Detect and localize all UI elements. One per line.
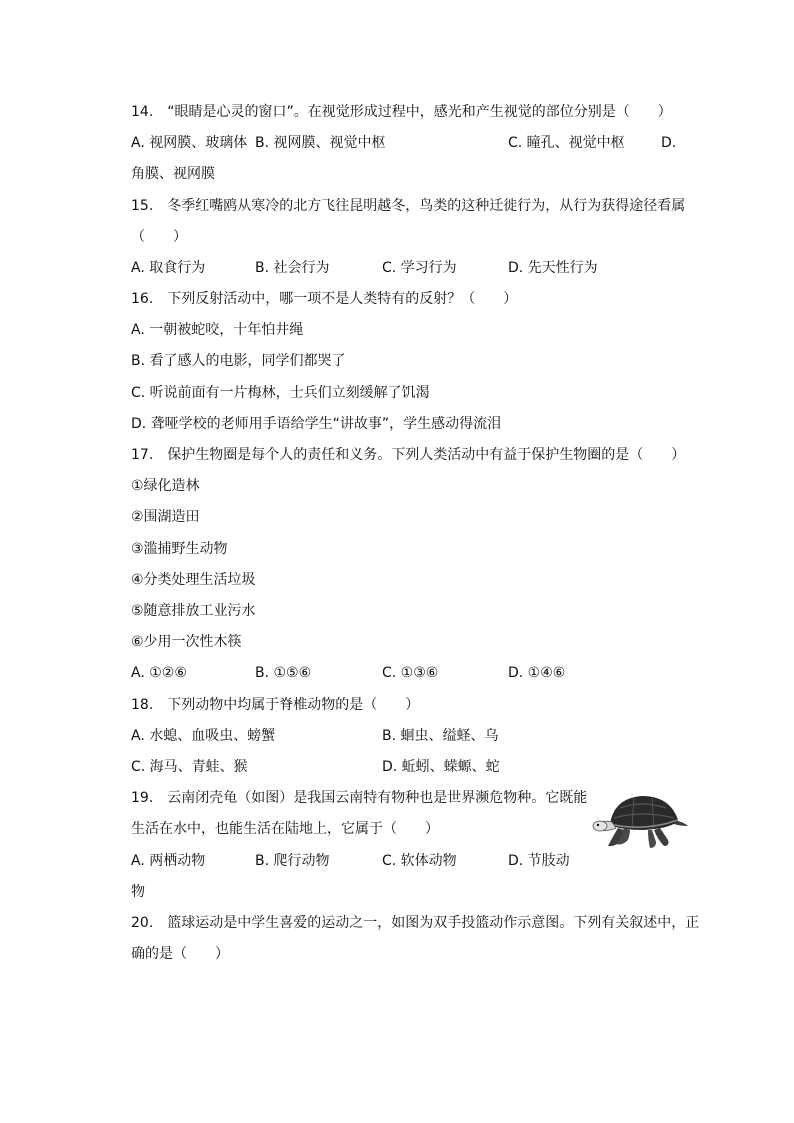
question-14-option-d-text: 角膜、视网膜	[131, 166, 215, 182]
question-18-option-a: A. 水螅、血吸虫、螃蟹	[131, 728, 276, 744]
question-18-stem: 18. 下列动物中均属于脊椎动物的是（ ）	[131, 697, 420, 713]
question-18-option-b: B. 蛔虫、缢蛏、乌	[382, 728, 499, 744]
question-18-option-d: D. 蚯蚓、蝾螈、蛇	[382, 759, 500, 775]
question-15-option-b: B. 社会行为	[255, 260, 330, 276]
question-17-option-b: B. ①⑤⑥	[255, 665, 312, 681]
question-17-item-4: ④分类处理生活垃圾	[131, 572, 256, 588]
question-19-option-a: A. 两栖动物	[131, 853, 206, 869]
question-14-option-d: D.	[661, 135, 677, 151]
question-16-option-c: C. 听说前面有一片梅林，士兵们立刻缓解了饥渴	[131, 385, 430, 401]
question-19-stem-wrap: 生活在水中，也能生活在陆地上，它属于（ ）	[131, 821, 439, 837]
question-17-option-d: D. ①④⑥	[508, 665, 566, 681]
question-14-option-b: B. 视网膜、视觉中枢	[255, 135, 386, 151]
question-17-item-5: ⑤随意排放工业污水	[131, 603, 256, 619]
question-19-stem: 19. 云南闭壳龟（如图）是我国云南特有物种也是世界濒危物种。它既能	[131, 790, 588, 806]
question-19-option-b: B. 爬行动物	[255, 853, 330, 869]
question-17-option-c: C. ①③⑥	[382, 665, 439, 681]
question-17-stem: 17. 保护生物圈是每个人的责任和义务。下列人类活动中有益于保护生物圈的是（ ）	[131, 447, 686, 463]
question-15-stem: 15. 冬季红嘴鸥从寒冷的北方飞往昆明越冬，鸟类的这种迁徙行为，从行为获得途径看属	[131, 198, 686, 214]
question-19-option-d: D. 节肢动	[508, 853, 570, 869]
question-17-option-a: A. ①②⑥	[131, 665, 187, 681]
question-20-stem-wrap: 确的是（ ）	[131, 946, 229, 962]
question-15-option-d: D. 先天性行为	[508, 260, 598, 276]
question-16-stem: 16. 下列反射活动中，哪一项不是人类特有的反射？（ ）	[131, 291, 518, 307]
question-15-option-c: C. 学习行为	[382, 260, 457, 276]
question-19-option-d-text: 物	[131, 884, 145, 900]
question-19-option-c: C. 软体动物	[382, 853, 457, 869]
question-20-stem: 20. 篮球运动是中学生喜爱的运动之一，如图为双手投篮动作示意图。下列有关叙述中，正	[131, 915, 700, 931]
question-15-stem-wrap: （ ）	[131, 229, 187, 245]
question-16-option-d: D. 聋哑学校的老师用手语给学生“讲故事”，学生感动得流泪	[131, 416, 502, 432]
question-15-option-a: A. 取食行为	[131, 260, 206, 276]
question-14-stem: 14. “眼睛是心灵的窗口”。在视觉形成过程中，感光和产生视觉的部位分别是（ ）	[131, 104, 672, 120]
question-16-option-b: B. 看了感人的电影，同学们都哭了	[131, 353, 346, 369]
question-18-option-c: C. 海马、青蛙、猴	[131, 759, 248, 775]
question-14-option-c: C. 瞳孔、视觉中枢	[508, 135, 625, 151]
question-17-item-1: ①绿化造林	[131, 478, 200, 494]
question-17-item-6: ⑥少用一次性木筷	[131, 634, 242, 650]
question-16-option-a: A. 一朝被蛇咬，十年怕井绳	[131, 322, 304, 338]
question-14-option-a: A. 视网膜、玻璃体	[131, 135, 248, 151]
question-17-item-2: ②围湖造田	[131, 509, 200, 525]
turtle-illustration-icon	[590, 790, 692, 852]
question-17-item-3: ③滥捕野生动物	[131, 541, 228, 557]
